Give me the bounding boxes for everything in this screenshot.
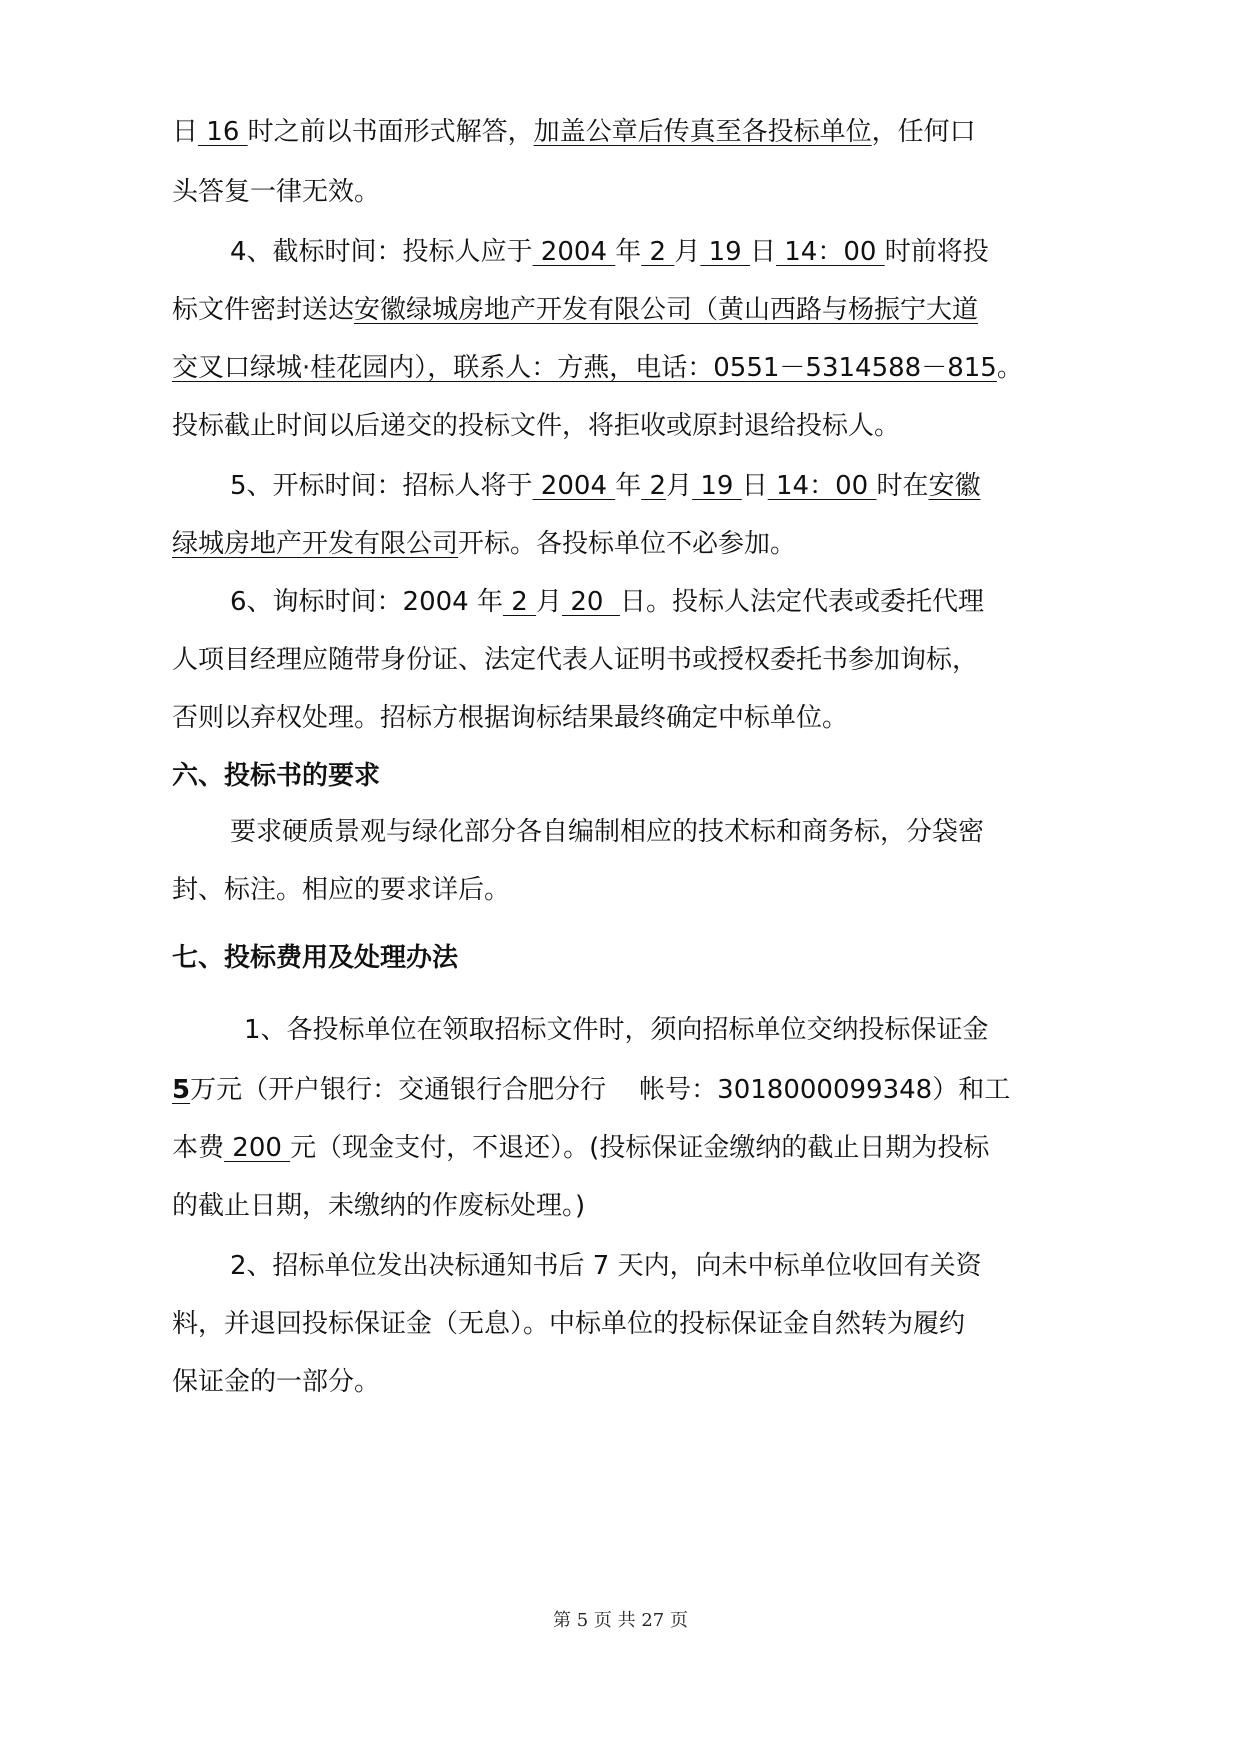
- underlined-company: 安徽: [928, 471, 981, 501]
- underlined-year: 2004: [532, 237, 616, 267]
- underlined-company: 绿城房地产开发有限公司: [172, 529, 459, 559]
- text: 时前将投: [884, 237, 989, 267]
- section6-line2: 封、标注。相应的要求详后。: [172, 875, 511, 905]
- item4-line2: [172, 290, 1072, 330]
- item6-line1: [230, 582, 1130, 622]
- section7-p2-line2: 料，并退回投标保证金（无息）。中标单位的投标保证金自然转为履约: [172, 1309, 966, 1339]
- text: 时在: [876, 471, 929, 501]
- item5-line1: [230, 466, 1130, 506]
- section7-p1-line1: 1、各投标单位在领取招标文件时，须向招标单位交纳投标保证金: [244, 1015, 989, 1045]
- underlined-amount: 5: [172, 1075, 191, 1105]
- underlined-month: 2: [641, 471, 667, 501]
- text: 标文件密封送达: [172, 295, 355, 325]
- text: 时之前以书面形式解答，: [247, 117, 534, 147]
- underlined-contact: 交叉口绿城·桂花园内），联系人：方燕，电话：0551－5314588－815: [172, 353, 997, 383]
- text: 日: [741, 471, 768, 501]
- underlined-month: 2: [641, 237, 675, 267]
- section7-p1-line4: 的截止日期，未缴纳的作废标处理。): [172, 1191, 586, 1221]
- underlined-address: 安徽绿城房地产开发有限公司（黄山西路与杨振宁大道: [354, 295, 979, 325]
- item4-line1: [230, 232, 1130, 272]
- text: 年: [615, 471, 642, 501]
- text: 5、开标时间：招标人将于: [230, 471, 533, 501]
- text: 月: [674, 237, 701, 267]
- para3-line1: [172, 112, 1072, 152]
- section7-p1-line2: [172, 1070, 1072, 1110]
- section6-heading: 六、投标书的要求: [172, 761, 381, 791]
- section6-line1: 要求硬质景观与绿化部分各自编制相应的技术标和商务标，分袋密: [230, 817, 985, 847]
- section7-p2-line3: 保证金的一部分。: [172, 1367, 381, 1397]
- text: 万元（开户银行：交通银行合肥分行 帐号：3018000099348）和工: [190, 1075, 1011, 1105]
- underlined-fee: 200: [224, 1133, 291, 1163]
- text: 。: [996, 353, 1023, 383]
- underlined-day: 19: [700, 237, 750, 267]
- section7-p1-line3: [172, 1128, 1072, 1168]
- underlined-day: 20: [562, 587, 620, 617]
- underlined-day: 19: [692, 471, 742, 501]
- text: 本费: [172, 1133, 225, 1163]
- text: 日: [172, 117, 199, 147]
- item4-line4: 投标截止时间以后递交的投标文件，将拒收或原封退给投标人。: [172, 411, 901, 441]
- underlined-time: 14：00: [767, 471, 877, 501]
- text: ，任何口: [871, 117, 976, 147]
- underlined-text: 加盖公章后传真至各投标单位: [533, 117, 872, 147]
- text: 4、截标时间：投标人应于: [230, 237, 533, 267]
- section7-heading: 七、投标费用及处理办法: [172, 943, 459, 973]
- text: 6、询标时间：2004 年: [230, 587, 503, 617]
- item6-line3: 否则以弃权处理。招标方根据询标结果最终确定中标单位。: [172, 703, 849, 733]
- item4-line3: [172, 348, 1072, 388]
- text: 开标。各投标单位不必参加。: [458, 529, 797, 559]
- text: 元（现金支付，不退还）。(投标保证金缴纳的截止日期为投标: [290, 1133, 990, 1163]
- text: 日。投标人法定代表或委托代理: [619, 587, 984, 617]
- item5-line2: [172, 524, 1072, 564]
- underlined-year: 2004: [532, 471, 616, 501]
- text: 月: [666, 471, 693, 501]
- page-number-footer: 第 5 页 共 27 页: [553, 1610, 688, 1631]
- text: 日: [749, 237, 776, 267]
- section7-p2-line1: 2、招标单位发出决标通知书后 7 天内，向未中标单位收回有关资: [230, 1251, 982, 1281]
- underlined-time: 14：00: [776, 237, 885, 267]
- para3-line2: 头答复一律无效。: [172, 177, 381, 207]
- text: 年: [615, 237, 642, 267]
- underlined-hour: 16: [198, 117, 248, 147]
- underlined-month: 2: [502, 587, 537, 617]
- item6-line2: 人项目经理应随带身份证、法定代表人证明书或授权委托书参加询标，: [172, 645, 979, 675]
- text: 月: [536, 587, 563, 617]
